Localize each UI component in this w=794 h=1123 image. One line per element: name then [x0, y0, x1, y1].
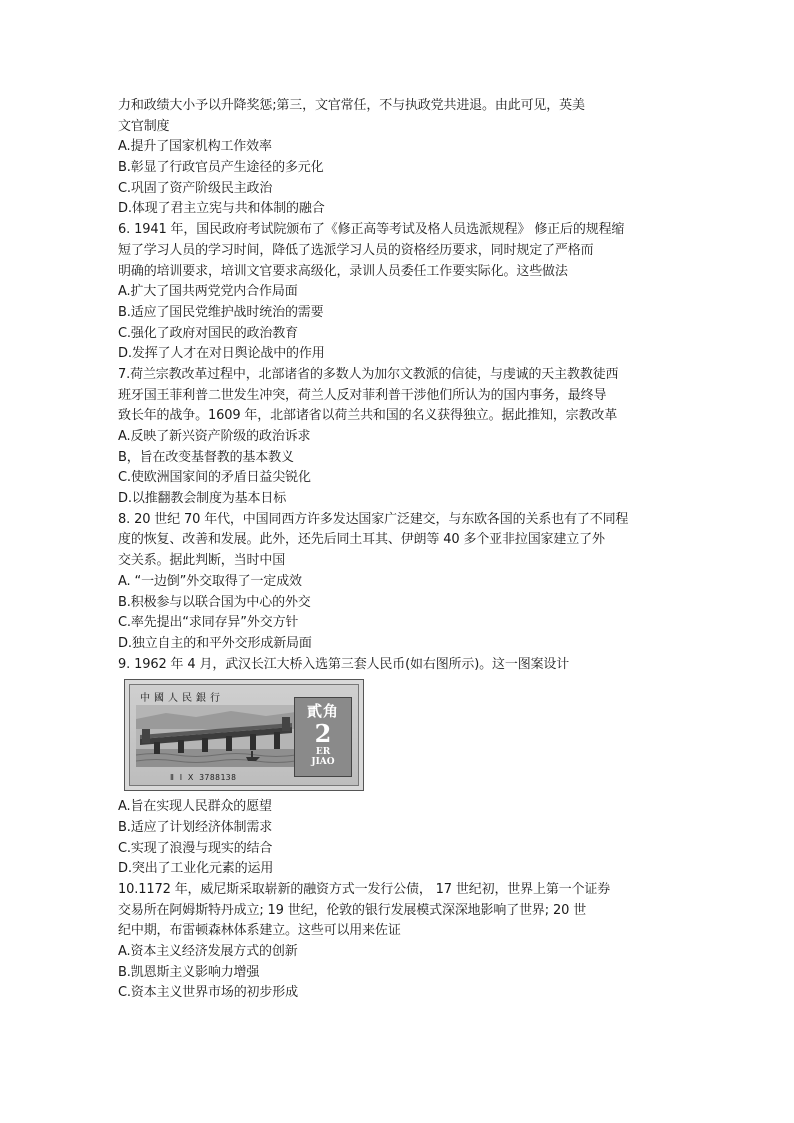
option-d: D.以推翻教会制度为基本日标 — [118, 491, 287, 507]
question-text-line: 班牙国王菲利普二世发生冲突，荷兰人反对菲利普干涉他们所认为的国内事务，最终导 — [118, 387, 607, 403]
banknote-value-en-2: JIAO — [311, 757, 335, 768]
option-a: A. “一边倒”外交取得了一定成效 — [118, 573, 302, 589]
option-b: B.适应了国民党维护战时统治的需要 — [118, 304, 324, 320]
option-c: C.实现了浪漫与现实的结合 — [118, 840, 273, 856]
option-b: B.彰显了行政官员产生途径的多元化 — [118, 160, 324, 176]
option-d: D.独立自主的和平外交形成新局面 — [118, 635, 312, 651]
question-5-continued — [118, 96, 678, 220]
option-b: B.适应了计划经济体制需求 — [118, 819, 273, 835]
question-text-line: 纪中期，布雷顿森林体系建立。这些可以用来佐证 — [118, 923, 401, 939]
question-text-line: 文官制度 — [118, 118, 170, 134]
option-d: D.突出了工业化元素的运用 — [118, 861, 274, 877]
option-c: C.资本主义世界市场的初步形成 — [118, 985, 298, 1001]
question-text-line: 致长年的战争。1609 年，北部诸省以荷兰共和国的名义获得独立。据此推知，宗教改革 — [118, 408, 618, 424]
option-a: A.扩大了国共两党党内合作局面 — [118, 284, 298, 300]
question-text-line: 交关系。据此判断，当时中国 — [118, 553, 286, 569]
banknote-serial: Ⅱ Ⅰ Ⅹ 3788138 — [170, 773, 237, 783]
option-a: A.提升了国家机构工作效率 — [118, 139, 272, 155]
question-text-line: 7.荷兰宗教改革过程中，北部诸省的多数人为加尔文教派的信徒，与虔诚的天主教教徒西 — [118, 366, 619, 382]
exam-page — [118, 96, 678, 1004]
option-c: C.使欧洲国家间的矛盾日益尖锐化 — [118, 470, 311, 486]
question-text-line: 8. 20 世纪 70 年代，中国同西方许多发达国家广泛建交，与东欧各国的关系也有了不同程 — [118, 511, 629, 527]
question-text-line: 明确的培训要求，培训文官要求高级化，录训人员委任工作要实际化。这些做法 — [118, 263, 568, 279]
banknote-value-panel — [294, 697, 352, 777]
banknote-image — [124, 679, 364, 791]
question-text-line: 9. 1962 年 4 月，武汉长江大桥入选第三套人民币(如右图所示)。这一图案设计 — [118, 656, 570, 672]
banknote-bank-name: 中國人民銀行 — [140, 693, 224, 705]
option-d: D.发挥了人才在对日舆论战中的作用 — [118, 346, 325, 362]
option-c: C.巩固了资产阶级民主政治 — [118, 180, 273, 196]
question-text-line: 6. 1941 年，国民政府考试院颁布了《修正高等考试及格人员选派规程》 修正后的规程缩 — [118, 222, 625, 238]
option-a: A.旨在实现人民群众的愿望 — [118, 799, 272, 815]
question-8 — [118, 510, 678, 655]
question-text-line: 交易所在阿姆斯特丹成立; 19 世纪，伦敦的银行发展模式深深地影响了世界; 20 世 — [118, 902, 587, 918]
banknote-value-number: 2 — [314, 719, 332, 749]
option-c: C.强化了政府对国民的政治教育 — [118, 325, 298, 341]
option-a: A.资本主义经济发展方式的创新 — [118, 944, 298, 960]
question-text-line: 10.1172 年，威尼斯采取崭新的融资方式一发行公债， 17 世纪初，世界上第一个证券 — [118, 882, 611, 897]
question-text-line: 短了学习人员的学习时间，降低了选派学习人员的资格经历要求，同时规定了严格而 — [118, 242, 594, 258]
question-10 — [118, 880, 678, 1004]
bridge-illustration — [136, 705, 296, 767]
banknote-value-cn: 貳角 — [306, 702, 339, 721]
option-d: D.体现了君主立宪与共和体制的融合 — [118, 201, 325, 217]
banknote-frame — [129, 684, 359, 786]
question-9 — [118, 655, 678, 880]
question-6 — [118, 220, 678, 365]
question-7 — [118, 365, 678, 510]
question-text-line: 度的恢复、改善和发展。此外，还先后同土耳其、伊朗等 40 多个亚非拉国家建立了外 — [118, 532, 605, 548]
option-a: A.反映了新兴资产阶级的政治诉求 — [118, 429, 311, 444]
question-text-line: 力和政绩大小予以升降奖惩;第三，文官常任，不与执政党共进退。由此可见，英美 — [118, 98, 585, 113]
option-b: B.凯恩斯主义影响力增强 — [118, 964, 260, 980]
option-c: C.率先提出“求同存异”外交方针 — [118, 615, 299, 631]
option-b: B.积极参与以联合国为中心的外交 — [118, 594, 311, 610]
option-b: B，旨在改变基督教的基本教义 — [118, 449, 294, 465]
banknote-value-en-1: ER — [315, 747, 331, 758]
